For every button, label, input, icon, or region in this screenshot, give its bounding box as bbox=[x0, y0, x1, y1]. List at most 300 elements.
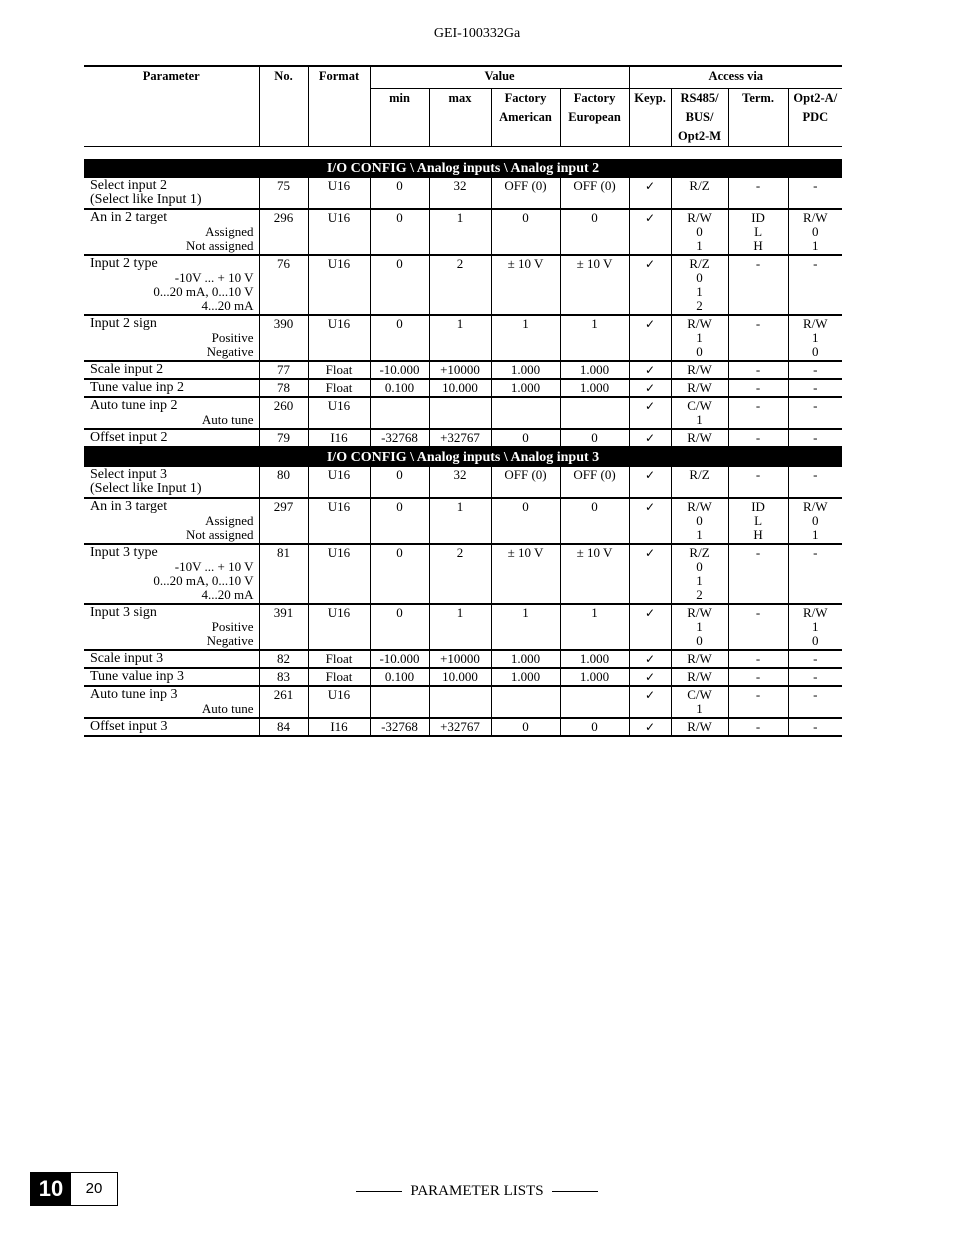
opt2a-access-line: R/W bbox=[803, 605, 828, 620]
section-spacer bbox=[84, 147, 842, 160]
parameter-option: Not assigned bbox=[185, 527, 254, 542]
opt2a-access-line: 1 bbox=[812, 527, 819, 542]
rs485-access bbox=[671, 668, 728, 686]
terminal-access-line: L bbox=[754, 224, 763, 239]
page-number: 20 bbox=[85, 1180, 103, 1197]
factory-american: OFF (0) bbox=[491, 178, 560, 209]
value-min: 0.100 bbox=[370, 379, 429, 397]
terminal-access bbox=[728, 604, 788, 650]
table-row bbox=[84, 209, 842, 255]
opt2a-access-line: 0 bbox=[812, 633, 819, 648]
parameter-no: 260 bbox=[259, 397, 308, 429]
rs485-access-line: 0 bbox=[696, 224, 703, 239]
rs485-access bbox=[671, 718, 728, 736]
terminal-access bbox=[728, 397, 788, 429]
terminal-access bbox=[728, 686, 788, 718]
rs485-access-line: R/W bbox=[687, 430, 712, 445]
factory-european: 0 bbox=[560, 209, 629, 255]
terminal-access-line: - bbox=[755, 398, 761, 413]
parameter-name: Scale input 2 bbox=[90, 362, 164, 377]
terminal-access bbox=[728, 429, 788, 447]
rs485-access-line: 0 bbox=[696, 633, 703, 648]
value-max: +32767 bbox=[429, 718, 491, 736]
table-row bbox=[84, 361, 842, 379]
terminal-access bbox=[728, 650, 788, 668]
parameter-format: Float bbox=[308, 650, 370, 668]
parameter-name-note: (Select like Input 1) bbox=[90, 481, 202, 496]
value-max: 32 bbox=[429, 467, 491, 498]
rs485-access bbox=[671, 209, 728, 255]
rs485-access-line: 1 bbox=[696, 330, 703, 345]
header-factory-european bbox=[560, 89, 629, 147]
terminal-access-line: H bbox=[753, 527, 763, 542]
parameter-format: U16 bbox=[308, 467, 370, 498]
value-max: 1 bbox=[429, 209, 491, 255]
parameter-no: 390 bbox=[259, 315, 308, 361]
terminal-access-line: - bbox=[755, 719, 761, 734]
factory-american: 1 bbox=[491, 315, 560, 361]
rs485-access-line: R/Z bbox=[689, 256, 710, 271]
spacer-cell bbox=[84, 147, 842, 160]
terminal-access bbox=[728, 315, 788, 361]
header-format: Format bbox=[308, 66, 370, 147]
terminal-access-line: ID bbox=[751, 499, 765, 514]
factory-american: 0 bbox=[491, 498, 560, 544]
parameter-no: 76 bbox=[259, 255, 308, 315]
rs485-access bbox=[671, 467, 728, 498]
factory-european: 1 bbox=[560, 604, 629, 650]
factory-american: 1.000 bbox=[491, 379, 560, 397]
rs485-access-line: 1 bbox=[696, 238, 703, 253]
parameter-no: 78 bbox=[259, 379, 308, 397]
factory-european: 1.000 bbox=[560, 668, 629, 686]
parameter-name-cell bbox=[84, 361, 259, 379]
factory-american: 0 bbox=[491, 718, 560, 736]
table-row bbox=[84, 668, 842, 686]
value-min: 0 bbox=[370, 498, 429, 544]
parameter-name-cell bbox=[84, 397, 259, 429]
parameter-name-note: (Select like Input 1) bbox=[90, 192, 202, 207]
parameter-option: Assigned bbox=[205, 224, 254, 239]
opt2a-access bbox=[788, 498, 842, 544]
rs485-access-line: 2 bbox=[696, 298, 703, 313]
factory-european: 1.000 bbox=[560, 379, 629, 397]
parameter-name-cell bbox=[84, 498, 259, 544]
terminal-access-line: H bbox=[753, 238, 763, 253]
parameter-name: Input 2 type bbox=[90, 256, 158, 271]
header-rs485-line: BUS/ bbox=[685, 110, 714, 124]
opt2a-access bbox=[788, 467, 842, 498]
value-min: 0 bbox=[370, 315, 429, 361]
check-icon: ✓ bbox=[645, 211, 656, 225]
rs485-access-line: R/Z bbox=[689, 467, 710, 482]
header-factory-american bbox=[491, 89, 560, 147]
parameter-name: Offset input 2 bbox=[90, 430, 168, 445]
opt2a-access-line: - bbox=[813, 545, 818, 560]
terminal-access bbox=[728, 209, 788, 255]
terminal-access bbox=[728, 498, 788, 544]
rs485-access-line: R/W bbox=[687, 651, 712, 666]
rs485-access-line: 1 bbox=[696, 284, 703, 299]
parameter-option: Assigned bbox=[205, 513, 254, 528]
parameter-format: U16 bbox=[308, 686, 370, 718]
parameter-name-cell bbox=[84, 209, 259, 255]
keypad-access bbox=[629, 544, 671, 604]
header-min: min bbox=[370, 89, 429, 147]
table-body bbox=[84, 147, 842, 737]
value-min: 0 bbox=[370, 467, 429, 498]
rs485-access-line: 2 bbox=[696, 587, 703, 602]
opt2a-access-line: - bbox=[813, 380, 818, 395]
keypad-access bbox=[629, 315, 671, 361]
keypad-access bbox=[629, 209, 671, 255]
rs485-access-line: R/W bbox=[687, 499, 712, 514]
parameter-option: Not assigned bbox=[185, 238, 254, 253]
opt2a-access bbox=[788, 718, 842, 736]
parameter-format: U16 bbox=[308, 544, 370, 604]
opt2a-access-line: - bbox=[813, 178, 818, 193]
rs485-access-line: R/Z bbox=[689, 178, 710, 193]
rs485-access bbox=[671, 397, 728, 429]
parameter-format: I16 bbox=[308, 429, 370, 447]
parameter-format: U16 bbox=[308, 604, 370, 650]
table-row bbox=[84, 718, 842, 736]
terminal-access bbox=[728, 467, 788, 498]
terminal-access-line: - bbox=[755, 380, 761, 395]
parameter-format: Float bbox=[308, 361, 370, 379]
factory-european: ± 10 V bbox=[560, 255, 629, 315]
table-row bbox=[84, 604, 842, 650]
terminal-access-line: - bbox=[755, 316, 761, 331]
opt2a-access-line: - bbox=[813, 719, 818, 734]
terminal-access bbox=[728, 178, 788, 209]
table-row bbox=[84, 315, 842, 361]
value-min: -10.000 bbox=[370, 361, 429, 379]
check-icon: ✓ bbox=[645, 688, 656, 702]
factory-american: 1.000 bbox=[491, 361, 560, 379]
factory-european: 1.000 bbox=[560, 361, 629, 379]
opt2a-access-line: - bbox=[813, 256, 818, 271]
factory-european: 1.000 bbox=[560, 650, 629, 668]
parameter-no: 296 bbox=[259, 209, 308, 255]
value-max: +10000 bbox=[429, 650, 491, 668]
opt2a-access-line: - bbox=[813, 669, 818, 684]
check-icon: ✓ bbox=[645, 257, 656, 271]
opt2a-access-line: - bbox=[813, 362, 818, 377]
parameter-option: 0...20 mA, 0...10 V bbox=[153, 573, 254, 588]
rs485-access-line: 1 bbox=[696, 701, 703, 716]
opt2a-access-line: R/W bbox=[803, 210, 828, 225]
factory-european: 0 bbox=[560, 498, 629, 544]
footer-title-text: PARAMETER LISTS bbox=[410, 1183, 544, 1199]
rs485-access bbox=[671, 315, 728, 361]
value-min: 0.100 bbox=[370, 668, 429, 686]
keypad-access bbox=[629, 255, 671, 315]
parameter-option: Auto tune bbox=[201, 412, 254, 427]
table-header bbox=[84, 66, 842, 147]
parameter-no: 391 bbox=[259, 604, 308, 650]
opt2a-access bbox=[788, 178, 842, 209]
check-icon: ✓ bbox=[645, 399, 656, 413]
value-min: 0 bbox=[370, 544, 429, 604]
parameter-name: Offset input 3 bbox=[90, 719, 168, 734]
header-factory-american-line: American bbox=[499, 110, 552, 124]
rs485-access-line: R/W bbox=[687, 605, 712, 620]
opt2a-access-line: 1 bbox=[812, 619, 819, 634]
opt2a-access bbox=[788, 397, 842, 429]
section-header bbox=[84, 447, 842, 467]
header-rs485 bbox=[671, 89, 728, 147]
table-row bbox=[84, 429, 842, 447]
parameter-table bbox=[84, 65, 842, 737]
parameter-option: 4...20 mA bbox=[201, 587, 254, 602]
opt2a-access-line: 0 bbox=[812, 344, 819, 359]
factory-american: ± 10 V bbox=[491, 544, 560, 604]
rs485-access-line: R/W bbox=[687, 362, 712, 377]
parameter-name-cell bbox=[84, 718, 259, 736]
terminal-access-line: - bbox=[755, 651, 761, 666]
opt2a-access-line: - bbox=[813, 651, 818, 666]
check-icon: ✓ bbox=[645, 606, 656, 620]
parameter-format: U16 bbox=[308, 178, 370, 209]
parameter-no: 80 bbox=[259, 467, 308, 498]
keypad-access bbox=[629, 686, 671, 718]
value-max: 10.000 bbox=[429, 379, 491, 397]
parameter-option: Positive bbox=[211, 619, 254, 634]
factory-american: 1.000 bbox=[491, 668, 560, 686]
keypad-access bbox=[629, 178, 671, 209]
opt2a-access bbox=[788, 315, 842, 361]
value-min: 0 bbox=[370, 604, 429, 650]
section-title: I/O CONFIG \ Analog inputs \ Analog input 3 bbox=[84, 447, 842, 467]
check-icon: ✓ bbox=[645, 468, 656, 482]
parameter-name: Input 3 type bbox=[90, 545, 158, 560]
rs485-access bbox=[671, 686, 728, 718]
opt2a-access-line: R/W bbox=[803, 316, 828, 331]
keypad-access bbox=[629, 650, 671, 668]
rs485-access bbox=[671, 604, 728, 650]
terminal-access bbox=[728, 255, 788, 315]
parameter-name: Tune value inp 3 bbox=[90, 669, 184, 684]
value-min: 0 bbox=[370, 255, 429, 315]
check-icon: ✓ bbox=[645, 381, 656, 395]
opt2a-access-line: 0 bbox=[812, 224, 819, 239]
factory-european: 0 bbox=[560, 429, 629, 447]
terminal-access bbox=[728, 379, 788, 397]
value-min: -10.000 bbox=[370, 650, 429, 668]
rs485-access-line: R/W bbox=[687, 210, 712, 225]
opt2a-access bbox=[788, 686, 842, 718]
terminal-access-line: - bbox=[755, 430, 761, 445]
parameter-option: 4...20 mA bbox=[201, 298, 254, 313]
parameter-name-cell bbox=[84, 604, 259, 650]
opt2a-access bbox=[788, 650, 842, 668]
factory-american bbox=[491, 686, 560, 718]
factory-american: 0 bbox=[491, 429, 560, 447]
section-title: I/O CONFIG \ Analog inputs \ Analog input 2 bbox=[84, 159, 842, 178]
opt2a-access bbox=[788, 361, 842, 379]
opt2a-access bbox=[788, 668, 842, 686]
terminal-access-line: L bbox=[754, 513, 763, 528]
rs485-access-line: R/W bbox=[687, 719, 712, 734]
opt2a-access-line: - bbox=[813, 467, 818, 482]
parameter-format: U16 bbox=[308, 498, 370, 544]
factory-american bbox=[491, 397, 560, 429]
parameter-no: 75 bbox=[259, 178, 308, 209]
parameter-option: Negative bbox=[206, 344, 254, 359]
parameter-name: Input 3 sign bbox=[90, 605, 157, 620]
rs485-access bbox=[671, 361, 728, 379]
parameter-format: U16 bbox=[308, 397, 370, 429]
header-term: Term. bbox=[728, 89, 788, 147]
opt2a-access bbox=[788, 379, 842, 397]
parameter-format: U16 bbox=[308, 255, 370, 315]
value-max: 32 bbox=[429, 178, 491, 209]
rs485-access bbox=[671, 650, 728, 668]
parameter-no: 77 bbox=[259, 361, 308, 379]
factory-european: 1 bbox=[560, 315, 629, 361]
rs485-access-line: 0 bbox=[696, 513, 703, 528]
check-icon: ✓ bbox=[645, 500, 656, 514]
keypad-access bbox=[629, 604, 671, 650]
table-row bbox=[84, 544, 842, 604]
parameter-name: An in 3 target bbox=[90, 499, 168, 514]
parameter-name-cell bbox=[84, 429, 259, 447]
factory-european: OFF (0) bbox=[560, 467, 629, 498]
footer-title bbox=[0, 1183, 954, 1200]
rs485-access-line: 0 bbox=[696, 270, 703, 285]
keypad-access bbox=[629, 361, 671, 379]
factory-american: 1 bbox=[491, 604, 560, 650]
keypad-access bbox=[629, 429, 671, 447]
rs485-access-line: 0 bbox=[696, 344, 703, 359]
parameter-format: Float bbox=[308, 668, 370, 686]
header-parameter: Parameter bbox=[84, 66, 259, 147]
parameter-no: 261 bbox=[259, 686, 308, 718]
value-max bbox=[429, 686, 491, 718]
opt2a-access-line: 0 bbox=[812, 513, 819, 528]
header-rs485-line: RS485/ bbox=[680, 91, 719, 105]
opt2a-access-line: - bbox=[813, 687, 818, 702]
parameter-name: Input 2 sign bbox=[90, 316, 157, 331]
rs485-access-line: 1 bbox=[696, 619, 703, 634]
parameter-name-cell bbox=[84, 379, 259, 397]
parameter-name-cell bbox=[84, 686, 259, 718]
check-icon: ✓ bbox=[645, 363, 656, 377]
header-value: Value bbox=[370, 66, 629, 89]
rs485-access-line: 1 bbox=[696, 412, 703, 427]
value-max: 1 bbox=[429, 315, 491, 361]
opt2a-access-line: 1 bbox=[812, 238, 819, 253]
keypad-access bbox=[629, 498, 671, 544]
opt2a-access-line: 1 bbox=[812, 330, 819, 345]
header-opt2a-line: Opt2-A/ bbox=[793, 91, 838, 105]
header-no: No. bbox=[259, 66, 308, 147]
table-row bbox=[84, 255, 842, 315]
value-max: 2 bbox=[429, 255, 491, 315]
header-rs485-line: Opt2-M bbox=[678, 129, 722, 143]
value-max bbox=[429, 397, 491, 429]
check-icon: ✓ bbox=[645, 431, 656, 445]
parameter-format: U16 bbox=[308, 209, 370, 255]
parameter-format: U16 bbox=[308, 315, 370, 361]
footer-rule-left bbox=[356, 1191, 402, 1192]
parameter-name: Auto tune inp 2 bbox=[90, 398, 178, 413]
rs485-access bbox=[671, 255, 728, 315]
opt2a-access bbox=[788, 209, 842, 255]
value-max: +32767 bbox=[429, 429, 491, 447]
table-row bbox=[84, 467, 842, 498]
table-row bbox=[84, 498, 842, 544]
opt2a-access bbox=[788, 429, 842, 447]
chapter-number: 10 bbox=[31, 1173, 71, 1205]
footer-rule-right bbox=[552, 1191, 598, 1192]
rs485-access bbox=[671, 498, 728, 544]
terminal-access bbox=[728, 718, 788, 736]
parameter-name-cell bbox=[84, 668, 259, 686]
keypad-access bbox=[629, 718, 671, 736]
terminal-access-line: ID bbox=[751, 210, 765, 225]
table-row bbox=[84, 178, 842, 209]
factory-american: 0 bbox=[491, 209, 560, 255]
header-keyp: Keyp. bbox=[629, 89, 671, 147]
terminal-access-line: - bbox=[755, 178, 761, 193]
parameter-name-cell bbox=[84, 255, 259, 315]
parameter-no: 79 bbox=[259, 429, 308, 447]
parameter-option: Auto tune bbox=[201, 701, 254, 716]
terminal-access bbox=[728, 668, 788, 686]
header-factory-european-line: European bbox=[568, 110, 621, 124]
terminal-access-line: - bbox=[755, 545, 761, 560]
parameter-no: 83 bbox=[259, 668, 308, 686]
parameter-format: Float bbox=[308, 379, 370, 397]
opt2a-access-line: - bbox=[813, 398, 818, 413]
opt2a-access-line: R/W bbox=[803, 499, 828, 514]
document-id: GEI-100332Ga bbox=[433, 26, 521, 41]
value-max: 10.000 bbox=[429, 668, 491, 686]
rs485-access-line: 1 bbox=[696, 573, 703, 588]
value-min: -32768 bbox=[370, 429, 429, 447]
parameter-name-cell bbox=[84, 178, 259, 209]
check-icon: ✓ bbox=[645, 317, 656, 331]
terminal-access-line: - bbox=[755, 605, 761, 620]
parameter-option: Negative bbox=[206, 633, 254, 648]
header-factory-american-line: Factory bbox=[504, 91, 547, 105]
rs485-access bbox=[671, 178, 728, 209]
check-icon: ✓ bbox=[645, 652, 656, 666]
terminal-access bbox=[728, 544, 788, 604]
value-min: -32768 bbox=[370, 718, 429, 736]
parameter-name: Auto tune inp 3 bbox=[90, 687, 178, 702]
table-row bbox=[84, 397, 842, 429]
factory-european bbox=[560, 686, 629, 718]
rs485-access bbox=[671, 379, 728, 397]
section-header bbox=[84, 159, 842, 178]
parameter-no: 82 bbox=[259, 650, 308, 668]
rs485-access-line: 0 bbox=[696, 559, 703, 574]
value-max: 1 bbox=[429, 604, 491, 650]
rs485-access bbox=[671, 429, 728, 447]
terminal-access-line: - bbox=[755, 467, 761, 482]
value-min bbox=[370, 686, 429, 718]
parameter-option: -10V ... + 10 V bbox=[174, 270, 254, 285]
parameter-name: Select input 3 bbox=[90, 467, 167, 482]
keypad-access bbox=[629, 467, 671, 498]
value-max: +10000 bbox=[429, 361, 491, 379]
keypad-access bbox=[629, 668, 671, 686]
value-min: 0 bbox=[370, 209, 429, 255]
factory-european: OFF (0) bbox=[560, 178, 629, 209]
